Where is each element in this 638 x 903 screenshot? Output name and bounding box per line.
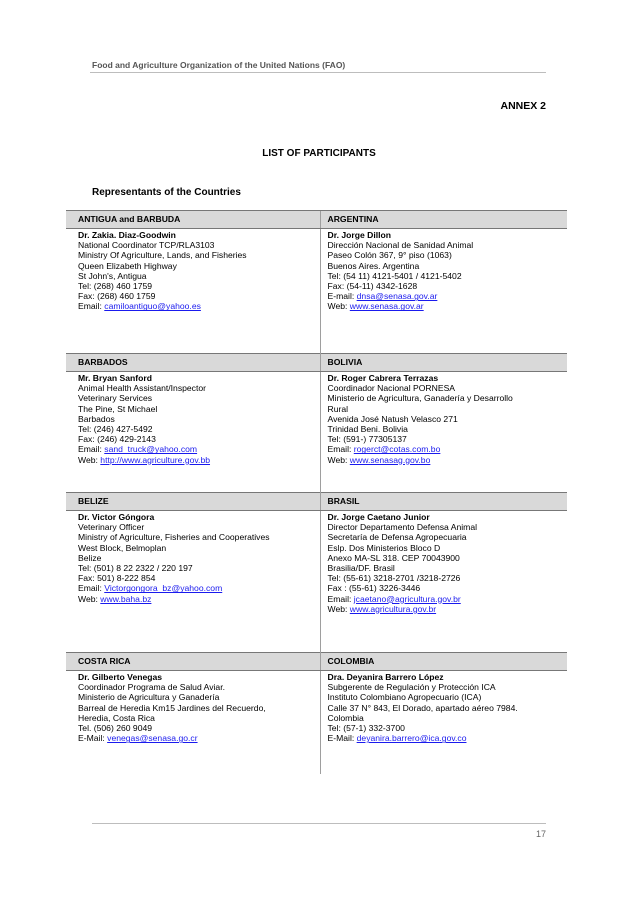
participant-name: Dr. Jorge Caetano Junior	[327, 512, 430, 522]
participant-cell	[320, 229, 567, 354]
participant-detail-line: Fax: (246) 429-2143	[78, 434, 156, 445]
participant-detail-line: Ministerio de Agricultura, Ganadería y Desarrollo	[327, 393, 513, 404]
participant-detail-line: Tel: (55-61) 3218-2701 /3218-2726	[327, 573, 461, 584]
participant-detail-line: Buenos Aires. Argentina	[327, 260, 420, 271]
document-header: Food and Agriculture Organization of the United Nations (FAO)	[92, 60, 346, 70]
participant-cell	[66, 511, 320, 653]
contact-line	[328, 594, 564, 604]
participant-detail-line: Tel: (57-1) 332-3700	[327, 723, 405, 734]
contact-line	[78, 455, 316, 465]
contact-line	[78, 301, 316, 311]
contact-label: Web:	[327, 454, 350, 465]
participant-detail-line: Tel: (501) 8 22 2322 / 220 197	[78, 563, 193, 574]
annex-label: ANNEX 2	[500, 100, 546, 112]
participant-detail-line: Tel: (268) 460 1759	[78, 281, 153, 292]
contact-link[interactable]: http://www.agriculture.gov.bb	[100, 454, 211, 465]
participant-name: Dra. Deyanira Barrero López	[327, 672, 444, 682]
contact-link[interactable]: sand_truck@yahoo.com	[104, 444, 198, 455]
participant-name: Mr. Bryan Sanford	[78, 373, 153, 383]
participant-name: Dr. Gilberto Venegas	[78, 672, 163, 682]
participant-detail-line: Calle 37 N° 843, El Dorado, apartado aéreo 7984.	[327, 702, 518, 713]
contact-link[interactable]: deyanira.barrero@ica.gov.co	[356, 733, 467, 744]
contact-label: Email:	[78, 444, 105, 455]
participant-detail-line: Eslp. Dos Ministerios Bloco D	[327, 542, 441, 553]
participant-detail-line: Fax: (54-11) 4342-1628	[327, 281, 418, 292]
contact-line	[328, 301, 564, 311]
contact-label: E-Mail:	[78, 733, 108, 744]
country-name: BOLIVIA	[320, 354, 567, 372]
participant-detail-line: Animal Health Assistant/Inspector	[78, 383, 207, 394]
contact-label: Web:	[78, 593, 101, 604]
country-name: BRASIL	[320, 493, 567, 511]
participant-detail-line: Rural	[327, 403, 349, 414]
participant-row	[66, 372, 567, 493]
contact-link[interactable]: venegas@senasa.go.cr	[107, 733, 198, 744]
country-name: COSTA RICA	[66, 653, 320, 671]
participant-detail-line: Brasilia/DF. Brasil	[327, 563, 395, 574]
country-name: BELIZE	[66, 493, 320, 511]
contact-label: Email:	[78, 301, 105, 312]
participant-detail-line: Tel. (506) 260 9049	[78, 723, 153, 734]
participant-name: Dr. Victor Góngora	[78, 512, 155, 522]
participant-detail-line: Anexo MA-SL 318. CEP 70043900	[327, 552, 460, 563]
contact-label: Web:	[327, 603, 350, 614]
contact-label: Web:	[327, 301, 350, 312]
contact-line	[78, 733, 316, 743]
country-name: ANTIGUA and BARBUDA	[66, 211, 320, 229]
participant-detail-line: Veterinary Services	[78, 393, 153, 404]
contact-link[interactable]: camiloantiguo@yahoo.es	[104, 301, 201, 312]
country-header-row	[66, 653, 567, 671]
participant-detail-line: Ministry Of Agriculture, Lands, and Fisheries	[78, 250, 247, 261]
participant-detail-line: Fax: (268) 460 1759	[78, 291, 156, 302]
participant-detail-line: Trinidad Beni. Bolivia	[327, 424, 408, 435]
contact-line	[78, 583, 316, 593]
contact-line	[328, 733, 564, 743]
contact-label: E-Mail:	[327, 733, 357, 744]
participant-detail-line: Subgerente de Regulación y Protección ICA	[327, 682, 496, 693]
section-title: Representants of the Countries	[92, 187, 241, 198]
participant-detail-line: Fax: 501) 8-222 854	[78, 573, 156, 584]
participant-cell	[320, 671, 567, 775]
participant-detail-line: Barbados	[78, 413, 115, 424]
participant-detail-line: The Pine, St Michael	[78, 403, 158, 414]
participant-cell	[320, 511, 567, 653]
participant-cell	[66, 229, 320, 354]
participant-row	[66, 671, 567, 775]
participant-detail-line: Tel: (246) 427-5492	[78, 424, 153, 435]
participants-table	[66, 210, 567, 774]
contact-line	[328, 455, 564, 465]
country-header-row	[66, 493, 567, 511]
contact-link[interactable]: dnsa@senasa.gov.ar	[356, 291, 438, 302]
participant-detail-line: National Coordinator TCP/RLA3103	[78, 240, 215, 251]
participant-detail-line: Coordinador Nacional PORNESA	[327, 383, 456, 394]
participant-name: Dr. Zakia. Diaz-Goodwin	[78, 230, 176, 240]
contact-line	[328, 291, 564, 301]
country-name: ARGENTINA	[320, 211, 567, 229]
participant-detail-line: Heredia, Costa Rica	[78, 712, 155, 723]
participant-detail-line: Tel: (54 11) 4121-5401 / 4121-5402	[327, 270, 462, 281]
participant-detail-line: Ministerio de Agricultura y Ganadería	[78, 692, 220, 703]
participant-row	[66, 511, 567, 653]
participant-detail-line: Veterinary Officer	[78, 522, 145, 533]
participant-name: Dr. Jorge Dillon	[327, 230, 392, 240]
participant-detail-line: Ministry of Agriculture, Fisheries and Cooperatives	[78, 532, 270, 543]
country-header-row	[66, 211, 567, 229]
participant-detail-line: Fax : (55-61) 3226-3446	[327, 583, 421, 594]
participant-cell	[66, 372, 320, 493]
contact-link[interactable]: www.agricultura.gov.br	[349, 603, 437, 614]
contact-link[interactable]: Victorgongora_bz@yahoo.com	[104, 583, 223, 594]
participant-cell	[66, 671, 320, 775]
participant-row	[66, 229, 567, 354]
contact-link[interactable]: www.senasag.gov.bo	[349, 454, 431, 465]
header-divider	[90, 72, 546, 73]
participant-name: Dr. Roger Cabrera Terrazas	[327, 373, 439, 383]
participant-detail-line: Avenida José Natush Velasco 271	[327, 413, 458, 424]
contact-line	[78, 444, 316, 454]
participant-detail-line: Barreal de Heredia Km15 Jardines del Recuerdo,	[78, 702, 266, 713]
participant-detail-line: Instituto Colombiano Agropecuario (ICA)	[327, 692, 482, 703]
contact-link[interactable]: jcaetano@agricultura.gov.br	[353, 593, 461, 604]
participant-detail-line: Queen Elizabeth Highway	[78, 260, 177, 271]
participant-detail-line: St John's, Antigua	[78, 270, 147, 281]
contact-line	[328, 444, 564, 454]
list-title: LIST OF PARTICIPANTS	[262, 148, 376, 159]
participant-cell	[320, 372, 567, 493]
participant-detail-line: Colombia	[327, 712, 364, 723]
country-name: BARBADOS	[66, 354, 320, 372]
participant-detail-line: Coordinador Programa de Salud Aviar.	[78, 682, 225, 693]
contact-link[interactable]: www.senasa.gov.ar	[349, 301, 424, 312]
contact-label: Web:	[78, 454, 101, 465]
country-name: COLOMBIA	[320, 653, 567, 671]
contact-label: E-mail:	[327, 291, 357, 302]
contact-link[interactable]: rogerct@cotas.com.bo	[353, 444, 441, 455]
contact-link[interactable]: www.baha.bz	[100, 593, 152, 604]
participant-detail-line: West Block, Belmoplan	[78, 542, 167, 553]
participant-detail-line: Tel: (591-) 77305137	[327, 434, 407, 445]
participant-detail-line: Director Departamento Defensa Animal	[327, 522, 478, 533]
country-header-row	[66, 354, 567, 372]
contact-label: Email:	[327, 593, 354, 604]
page-number: 17	[535, 829, 546, 839]
participant-detail-line: Secretaría de Defensa Agropecuaria	[327, 532, 467, 543]
contact-label: Email:	[78, 583, 105, 594]
participant-detail-line: Dirección Nacional de Sanidad Animal	[327, 240, 474, 251]
contact-line	[328, 604, 564, 614]
contact-line	[78, 594, 316, 604]
participant-detail-line: Paseo Colón 367, 9° piso (1063)	[327, 250, 452, 261]
contact-label: Email:	[327, 444, 354, 455]
participant-detail-line: Belize	[78, 552, 102, 563]
footer-divider	[92, 823, 546, 824]
